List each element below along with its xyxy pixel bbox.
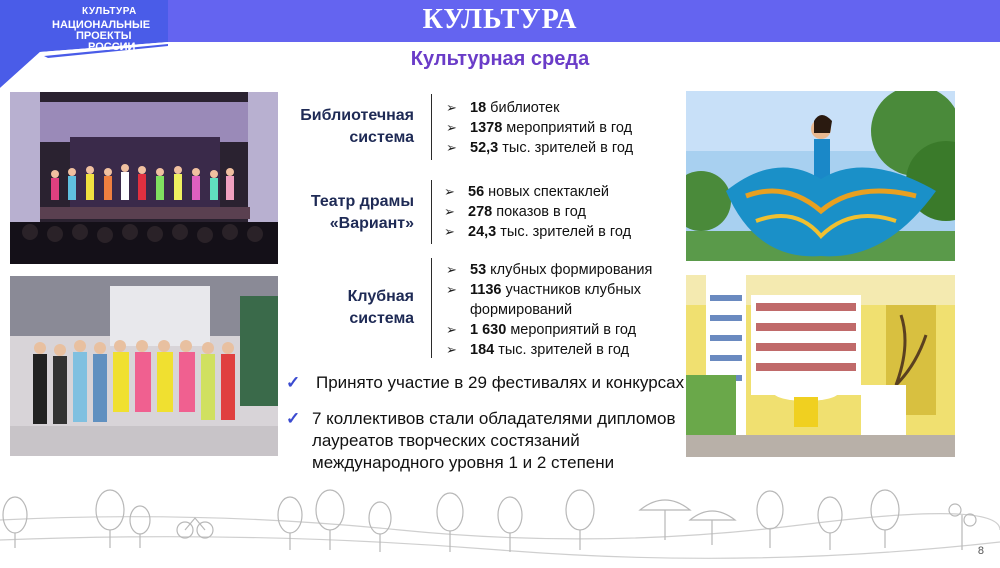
chevron-arrow-icon: ➢ bbox=[446, 100, 457, 115]
list-item: ➢ 278 показов в год bbox=[444, 204, 586, 220]
photo-theatre-stage bbox=[10, 92, 278, 264]
photo-library bbox=[686, 275, 955, 457]
page-subtitle: Культурная среда bbox=[410, 48, 590, 70]
photo-dancer bbox=[686, 91, 955, 261]
logo-top-text: КУЛЬТУРА bbox=[82, 6, 137, 17]
section-title-line: «Вариант» bbox=[329, 215, 414, 232]
photo-club-group bbox=[10, 276, 278, 456]
section-title-line: система bbox=[349, 310, 414, 327]
chevron-arrow-icon: ➢ bbox=[446, 140, 457, 155]
chevron-arrow-icon: ➢ bbox=[446, 120, 457, 135]
chevron-arrow-icon: ➢ bbox=[444, 224, 455, 239]
checkmark-icon: ✓ bbox=[286, 409, 301, 428]
national-projects-logo bbox=[0, 0, 170, 90]
chevron-arrow-icon: ➢ bbox=[446, 342, 457, 357]
library-stats-list bbox=[446, 98, 633, 158]
section-title-line: Театр драмы bbox=[310, 193, 414, 210]
list-item: ✓ 7 коллективов стали обладателями дипломов лауреатов творческих состязаний международного уровня 1 и 2 степени bbox=[286, 409, 676, 472]
list-item: ✓ Принято участие в 29 фестивалях и конкурсах bbox=[286, 373, 685, 392]
page-title: КУЛЬТУРА bbox=[422, 4, 578, 35]
list-item: ➢ 18 библиотек bbox=[446, 100, 560, 116]
page-number: 8 bbox=[977, 545, 984, 557]
footer-park-illustration bbox=[0, 480, 1000, 563]
chevron-arrow-icon: ➢ bbox=[444, 204, 455, 219]
list-item: ➢ 24,3 тыс. зрителей в год bbox=[444, 224, 632, 240]
chevron-arrow-icon: ➢ bbox=[446, 282, 457, 297]
checkmark-icon: ✓ bbox=[286, 373, 301, 392]
logo-line-1: НАЦИОНАЛЬНЫЕ bbox=[52, 19, 151, 31]
divider-line bbox=[431, 180, 432, 244]
section-title-line: Библиотечная bbox=[300, 107, 414, 124]
logo-line-2: ПРОЕКТЫ bbox=[76, 30, 132, 42]
section-title-line: Клубная bbox=[347, 288, 414, 305]
section-title-line: система bbox=[349, 129, 414, 146]
chevron-arrow-icon: ➢ bbox=[446, 322, 457, 337]
theatre-stats-list bbox=[444, 182, 631, 242]
list-item: ➢ 184 тыс. зрителей в год bbox=[446, 342, 630, 358]
divider-line bbox=[431, 94, 432, 160]
list-item: ➢ 56 новых спектаклей bbox=[444, 184, 609, 200]
list-item: ➢ 52,3 тыс. зрителей в год bbox=[446, 140, 634, 156]
list-item: ➢ 53 клубных формирования bbox=[446, 262, 653, 278]
park-scene-icon bbox=[0, 480, 1000, 563]
list-item: ➢ 1 630 мероприятий в год bbox=[446, 322, 637, 338]
club-stats-list bbox=[446, 260, 652, 360]
chevron-arrow-icon: ➢ bbox=[444, 184, 455, 199]
list-item: ➢ 1136 участников клубных формирований bbox=[446, 282, 642, 318]
section-title-club bbox=[286, 286, 414, 330]
divider-line bbox=[431, 258, 432, 358]
section-title-theatre bbox=[286, 191, 414, 235]
achievement-1 bbox=[286, 372, 684, 394]
logo-line-3: РОССИИ bbox=[88, 41, 136, 53]
section-title-library bbox=[286, 105, 414, 149]
achievement-2 bbox=[286, 408, 676, 474]
list-item: ➢ 1378 мероприятий в год bbox=[446, 120, 633, 136]
chevron-arrow-icon: ➢ bbox=[446, 262, 457, 277]
